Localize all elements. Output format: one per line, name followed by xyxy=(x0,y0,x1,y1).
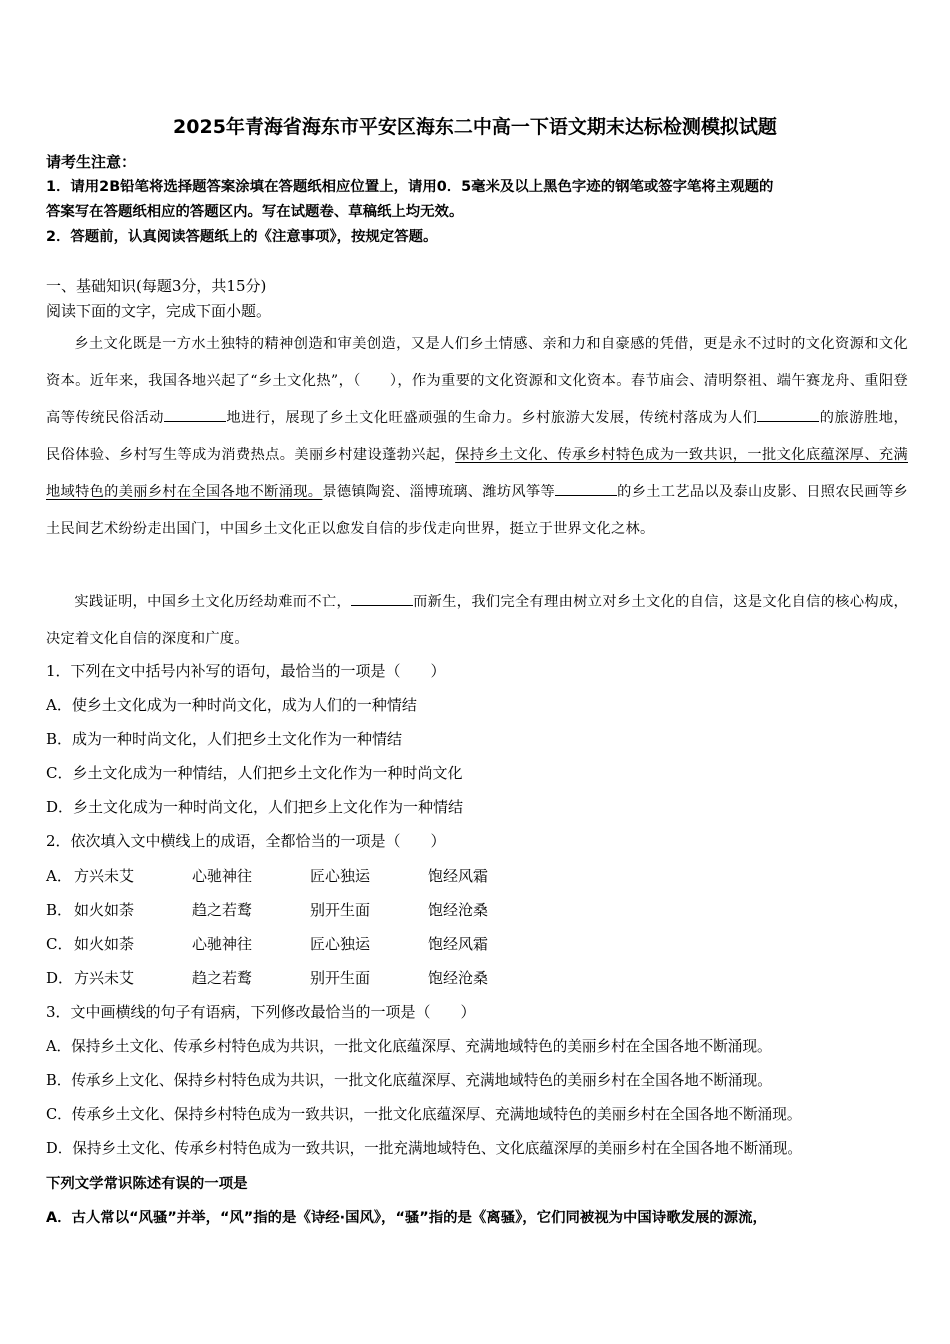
option-label: D． xyxy=(46,969,74,987)
question-1-option-c: C．乡土文化成为一种情结，人们把乡土文化作为一种时尚文化 xyxy=(46,764,463,782)
fill-blank xyxy=(757,408,819,422)
fill-blank xyxy=(555,482,617,496)
option-word: 匠心独运 xyxy=(310,935,371,953)
option-label: A． xyxy=(46,867,72,885)
question-1-option-a: A．使乡土文化成为一种时尚文化，成为人们的一种情结 xyxy=(46,696,417,714)
passage-text: 而新生，我们完全有理由树立对乡土文化的自信，这是文化自信的核心构成，决定着文化自信的深度和广度。 xyxy=(46,594,909,647)
option-word: 饱经沧桑 xyxy=(428,901,489,919)
question-3-option-c: C．传承乡土文化、保持乡村特色成为一致共识，一批文化底蕴深厚、充满地域特色的美丽乡村在全国各地不断涌现。 xyxy=(46,1106,802,1123)
option-word: 饱经沧桑 xyxy=(428,969,489,987)
passage-text: 乡土文化既是一方水土独特的精神创造和审美创造，又是人们乡土情感、亲和力和自豪感的凭借，更是永不过时的文化资源和文化资本。近年来，我国各地兴起了“乡土文化热”，（ ），作为重要的文化资源和文化资本。春节庙会、清明祭祖、端午赛龙舟、重阳登高等传统民俗活动 xyxy=(46,336,908,426)
option-word: 趋之若鹜 xyxy=(192,901,253,919)
question-3-option-d: D．保持乡土文化、传承乡村特色成为一致共识，一批充满地域特色、文化底蕴深厚的美丽乡村在全国各地不断涌现。 xyxy=(46,1140,802,1157)
option-word: 方兴未艾 xyxy=(74,867,135,885)
option-word: 别开生面 xyxy=(310,901,371,919)
option-word: 饱经风霜 xyxy=(428,867,489,885)
notice-heading: 请考生注意： xyxy=(46,153,137,171)
option-word: 方兴未艾 xyxy=(74,969,135,987)
option-label: C． xyxy=(46,935,73,953)
notice-item-1a: 1．请用2B铅笔将选择题答案涂填在答题纸相应位置上，请用0．5毫米及以上黑色字迹的钢笔或签字笔将主观题的 xyxy=(46,179,774,195)
option-word: 别开生面 xyxy=(310,969,371,987)
reading-instruction: 阅读下面的文字，完成下面小题。 xyxy=(46,302,272,320)
passage-text: 的乡土工艺品以及泰山皮影、日照农民画等乡土民间艺术纷纷走出国门，中国乡土文化正以愈发自信的步伐走向世界，挺立于世界文化之林。 xyxy=(46,484,908,537)
option-word: 如火如荼 xyxy=(74,901,135,919)
option-label: B． xyxy=(46,901,73,919)
question-1-option-d: D．乡土文化成为一种时尚文化，人们把乡上文化作为一种情结 xyxy=(46,798,464,816)
fill-blank xyxy=(164,408,226,422)
fill-blank xyxy=(351,592,413,606)
question-4-option-a: A．古人常以“风骚”并举，“风”指的是《诗经·国风》，“骚”指的是《离骚》，它们同被视为中国诗歌发展的源流， xyxy=(46,1210,767,1226)
question-1: 1．下列在文中括号内补写的语句，最恰当的一项是（ ） xyxy=(46,662,446,680)
question-3: 3．文中画横线的句子有语病，下列修改最恰当的一项是（ ） xyxy=(46,1003,476,1021)
question-2-option-a xyxy=(46,866,546,886)
passage-paragraph-2 xyxy=(46,584,908,658)
question-2-option-d xyxy=(46,968,546,988)
page-title: 2025年青海省海东市平安区海东二中高一下语文期末达标检测模拟试题 xyxy=(173,116,777,138)
question-1-option-b: B．成为一种时尚文化，人们把乡土文化作为一种情结 xyxy=(46,730,403,748)
option-word: 趋之若鹜 xyxy=(192,969,253,987)
question-4: 下列文学常识陈述有误的一项是 xyxy=(46,1176,248,1192)
passage-text: 景德镇陶瓷、淄博琉璃、潍坊风筝等 xyxy=(322,484,556,500)
passage-paragraph-1 xyxy=(46,326,908,548)
question-3-option-a: A．保持乡土文化、传承乡村特色成为共识，一批文化底蕴深厚、充满地域特色的美丽乡村在全国各地不断涌现。 xyxy=(46,1038,772,1055)
option-word: 心驰神往 xyxy=(192,867,253,885)
option-word: 匠心独运 xyxy=(310,867,371,885)
section-heading: 一、基础知识(每题3分，共15分) xyxy=(46,277,267,295)
option-word: 心驰神往 xyxy=(192,935,253,953)
option-word: 如火如荼 xyxy=(74,935,135,953)
question-2: 2．依次填入文中横线上的成语，全都恰当的一项是（ ） xyxy=(46,832,446,850)
notice-item-1b: 答案写在答题纸相应的答题区内。写在试题卷、草稿纸上均无效。 xyxy=(46,204,464,220)
option-word: 饱经风霜 xyxy=(428,935,489,953)
question-3-option-b: B．传承乡上文化、保持乡村特色成为共识，一批文化底蕴深厚、充满地域特色的美丽乡村在全国各地不断涌现。 xyxy=(46,1072,772,1089)
passage-text: 地进行，展现了乡土文化旺盛顽强的生命力。乡村旅游大发展，传统村落成为人们 xyxy=(226,410,758,426)
passage-text: 实践证明，中国乡土文化历经劫难而不亡， xyxy=(74,594,352,610)
underlined-sentence: 保持乡土文化、传承乡村特色成为一致共识，一批文化底蕴深厚、充满地域特色的美丽乡村在全国各地不断涌现。 xyxy=(46,447,908,500)
passage-text: 的旅游胜地，民俗体验、乡村写生等成为消费热点。美丽乡村建设蓬勃兴起， xyxy=(46,410,908,463)
question-2-option-b xyxy=(46,900,546,920)
question-2-option-c xyxy=(46,934,546,954)
notice-item-2: 2．答题前，认真阅读答题纸上的《注意事项》，按规定答题。 xyxy=(46,229,438,245)
